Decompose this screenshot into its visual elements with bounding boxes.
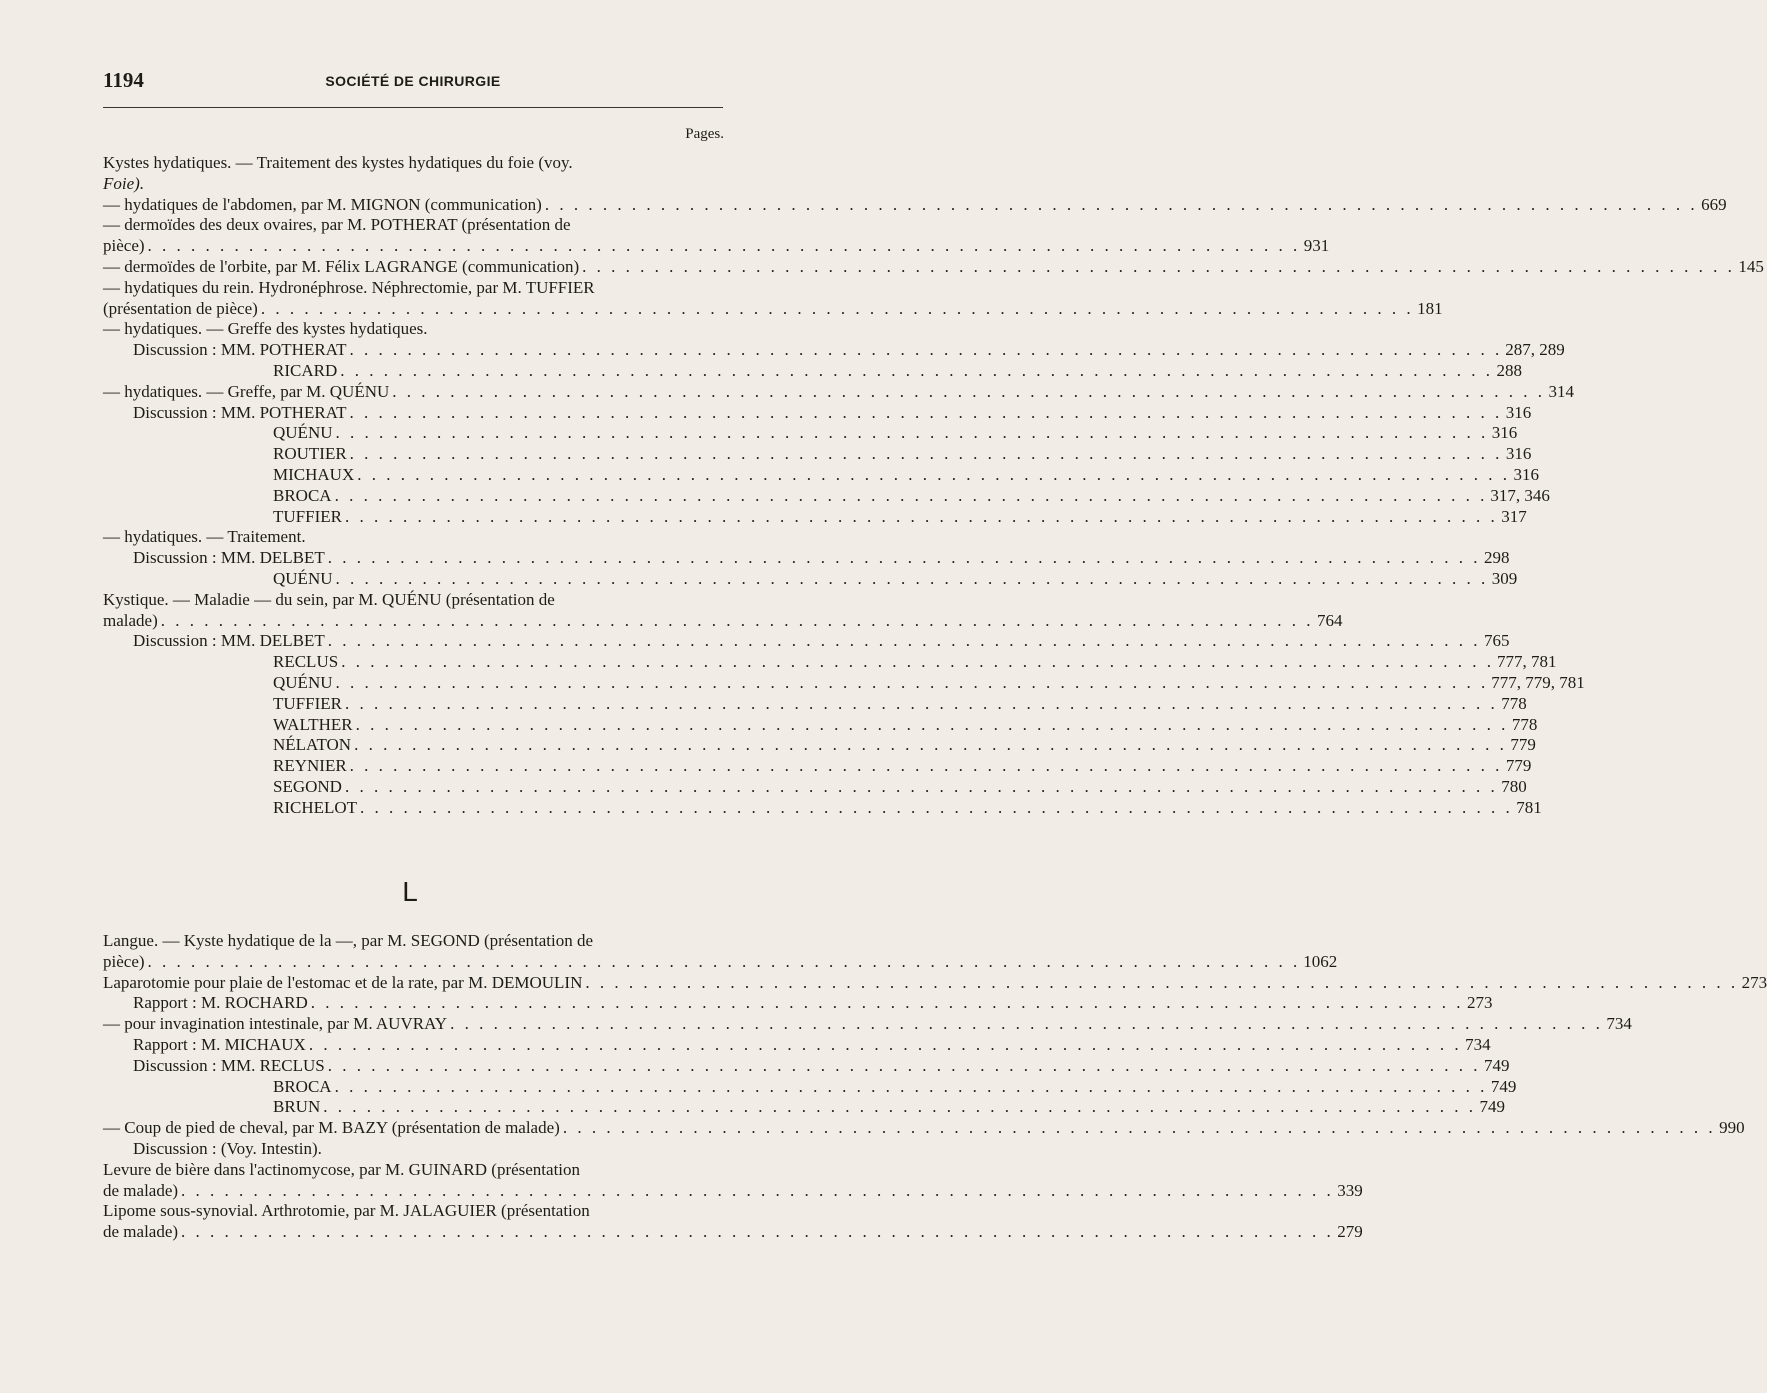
index-entry	[103, 931, 723, 952]
entry-text: — dermoïdes de l'orbite, par M. Félix LAGRANGE (communication)	[103, 256, 580, 276]
entry-text: BRUN	[273, 1097, 321, 1117]
entry-text: MICHAUX	[273, 464, 355, 484]
index-entry	[103, 776, 1527, 798]
entry-text: BROCA	[273, 485, 332, 505]
dot-leader: . . . . . . . . . . . . . . . . . . . . . . . . . . . . . . . . . . . . . . . . . . . . . . . . . . . . . . . . . . . . . . . . . . . . . . . . . . . . . . . .	[335, 423, 1489, 443]
dot-leader: . . . . . . . . . . . . . . . . . . . . . . . . . . . . . . . . . . . . . . . . . . . . . . . . . . . . . . . . . . . . . . . . . . . . . . . . . . . . . . . .	[349, 756, 1503, 776]
entry-page-number: 309	[1491, 568, 1518, 588]
entry-text: NÉLATON	[273, 735, 352, 755]
entry-text: Levure de bière dans l'actinomycose, par M. GUINARD (présentation	[103, 1159, 581, 1179]
entry-page-number: 316	[1513, 464, 1539, 484]
index-entry	[103, 360, 1522, 382]
index-entry	[103, 548, 1510, 569]
index-entry	[103, 951, 1338, 973]
entry-text: Discussion : (Voy. Intestin).	[133, 1138, 322, 1158]
index-entry	[103, 993, 1493, 1014]
entry-page-number: 749	[1484, 1055, 1510, 1075]
index-entry	[103, 1034, 1491, 1056]
index-entry	[103, 1201, 723, 1222]
entry-page-number: 316	[1491, 423, 1518, 443]
entry-page-number: 339	[1337, 1180, 1363, 1200]
index-entry	[103, 590, 723, 611]
index-entry	[103, 381, 1575, 403]
entry-page-number: 145	[1738, 256, 1764, 276]
index-entry	[103, 464, 1539, 486]
index-entry	[103, 506, 1527, 528]
entry-text: Discussion : MM. POTHERAT	[133, 340, 347, 360]
index-entry	[103, 298, 1443, 320]
index-entry	[103, 1180, 1363, 1202]
pages-column-header: Pages.	[685, 126, 724, 142]
dot-leader: . . . . . . . . . . . . . . . . . . . . . . . . . . . . . . . . . . . . . . . . . . . . . . . . . . . . . . . . . . . . . . . . . . . . . . . . . . . . . . . .	[360, 797, 1513, 817]
index-entry	[103, 485, 1550, 507]
entry-page-number: 749	[1490, 1076, 1517, 1096]
entry-page-number: 288	[1496, 360, 1522, 380]
dot-leader: . . . . . . . . . . . . . . . . . . . . . . . . . . . . . . . . . . . . . . . . . . . . . . . . . . . . . . . . . . . . . . . . . . . . . . . . . . . . . . . .	[544, 194, 1698, 214]
index-entry	[103, 1118, 1745, 1139]
index-entry	[103, 693, 1527, 715]
entry-text: REYNIER	[273, 756, 347, 776]
index-entry	[103, 527, 723, 548]
index-entry	[103, 278, 723, 299]
entry-page-number: 781	[1516, 797, 1542, 817]
running-header	[103, 68, 723, 98]
entry-text: de malade)	[103, 1180, 179, 1200]
index-section-l	[103, 931, 1767, 1243]
entry-text: QUÉNU	[273, 568, 333, 588]
dot-leader: . . . . . . . . . . . . . . . . . . . . . . . . . . . . . . . . . . . . . . . . . . . . . . . . . . . . . . . . . . . . . . . . . . . . . . . . . . . . . . . .	[582, 256, 1735, 276]
entry-text: pièce)	[103, 236, 145, 256]
entry-text: Discussion : MM. DELBET	[133, 548, 325, 568]
dot-leader: . . . . . . . . . . . . . . . . . . . . . . . . . . . . . . . . . . . . . . . . . . . . . . . . . . . . . . . . . . . . . . . . . . . . . . . . . . . . . . . .	[392, 381, 1546, 401]
entry-page-number: 669	[1701, 194, 1727, 214]
entry-page-number: 298	[1483, 548, 1510, 568]
entry-text: — hydatiques. — Traitement.	[103, 527, 306, 547]
index-entry	[103, 340, 1565, 361]
index-entry	[103, 735, 1536, 756]
entry-page-number: 990	[1719, 1118, 1745, 1138]
entry-text: Langue. — Kyste hydatique de la —, par M. SEGOND (présentation de	[103, 931, 594, 950]
index-entry	[103, 1222, 1363, 1243]
dot-leader: . . . . . . . . . . . . . . . . . . . . . . . . . . . . . . . . . . . . . . . . . . . . . . . . . . . . . . . . . . . . . . . . . . . . . . . . . . . . . . . .	[327, 548, 1481, 568]
index-entry	[103, 672, 1585, 694]
entry-text: — hydatiques. — Greffe, par M. QUÉNU	[103, 381, 390, 401]
dot-leader: . . . . . . . . . . . . . . . . . . . . . . . . . . . . . . . . . . . . . . . . . . . . . . . . . . . . . . . . . . . . . . . . . . . . . . . . . . . . . . . .	[349, 402, 1503, 422]
index-entry	[103, 1139, 723, 1160]
dot-leader: . . . . . . . . . . . . . . . . . . . . . . . . . . . . . . . . . . . . . . . . . . . . . . . . . . . . . . . . . . . . . . . . . . . . . . . . . . . . . . . .	[562, 1118, 1716, 1138]
entry-page-number: 778	[1501, 693, 1527, 713]
dot-leader: . . . . . . . . . . . . . . . . . . . . . . . . . . . . . . . . . . . . . . . . . . . . . . . . . . . . . . . . . . . . . . . . . . . . . . . . . . . . . . . .	[355, 714, 1509, 734]
dot-leader: . . . . . . . . . . . . . . . . . . . . . . . . . . . . . . . . . . . . . . . . . . . . . . . . . . . . . . . . . . . . . . . . . . . . . . . . . . . . . . . .	[147, 236, 1301, 256]
entry-text: — pour invagination intestinale, par M. AUVRAY	[103, 1014, 448, 1034]
entry-page-number: 273	[1466, 993, 1493, 1013]
dot-leader: . . . . . . . . . . . . . . . . . . . . . . . . . . . . . . . . . . . . . . . . . . . . . . . . . . . . . . . . . . . . . . . . . . . . . . . . . . . . . . . .	[323, 1097, 1476, 1117]
index-entry	[103, 1014, 1632, 1035]
dot-leader: . . . . . . . . . . . . . . . . . . . . . . . . . . . . . . . . . . . . . . . . . . . . . . . . . . . . . . . . . . . . . . . . . . . . . . . . . . . . . . . .	[308, 1034, 1462, 1054]
dot-leader: . . . . . . . . . . . . . . . . . . . . . . . . . . . . . . . . . . . . . . . . . . . . . . . . . . . . . . . . . . . . . . . . . . . . . . . . . . . . . . . .	[585, 972, 1739, 992]
entry-text: Laparotomie pour plaie de l'estomac et de la rate, par M. DEMOULIN	[103, 972, 583, 992]
entry-text: Lipome sous-synovial. Arthrotomie, par M. JALAGUIER (présentation	[103, 1201, 590, 1221]
index-entry	[103, 194, 1727, 216]
entry-text: de malade)	[103, 1222, 179, 1242]
dot-leader: . . . . . . . . . . . . . . . . . . . . . . . . . . . . . . . . . . . . . . . . . . . . . . . . . . . . . . . . . . . . . . . . . . . . . . . . . . . . . . . .	[357, 464, 1510, 484]
dot-leader: . . . . . . . . . . . . . . . . . . . . . . . . . . . . . . . . . . . . . . . . . . . . . . . . . . . . . . . . . . . . . . . . . . . . . . . . . . . . . . . .	[344, 506, 1498, 526]
entry-page-number: 317	[1501, 506, 1527, 526]
dot-leader: . . . . . . . . . . . . . . . . . . . . . . . . . . . . . . . . . . . . . . . . . . . . . . . . . . . . . . . . . . . . . . . . . . . . . . . . . . . . . . . .	[349, 444, 1503, 464]
page-number: 1194	[103, 68, 144, 92]
entry-text: SEGOND	[273, 776, 342, 796]
entry-text: TUFFIER	[273, 693, 342, 713]
entry-page-number: 764	[1317, 610, 1343, 630]
dot-leader: . . . . . . . . . . . . . . . . . . . . . . . . . . . . . . . . . . . . . . . . . . . . . . . . . . . . . . . . . . . . . . . . . . . . . . . . . . . . . . . .	[334, 1076, 1488, 1096]
entry-text: Kystes hydatiques. — Traitement des kystes hydatiques du foie (voy.	[103, 153, 573, 172]
index-entry	[103, 797, 1542, 819]
dot-leader: . . . . . . . . . . . . . . . . . . . . . . . . . . . . . . . . . . . . . . . . . . . . . . . . . . . . . . . . . . . . . . . . . . . . . . . . . . . . . . . .	[334, 485, 1488, 505]
entry-page-number: 778	[1511, 714, 1538, 734]
entry-text: Discussion : MM. RECLUS	[133, 1055, 325, 1075]
dot-leader: . . . . . . . . . . . . . . . . . . . . . . . . . . . . . . . . . . . . . . . . . . . . . . . . . . . . . . . . . . . . . . . . . . . . . . . . . . . . . . . .	[450, 1014, 1603, 1034]
entry-page-number: 749	[1479, 1097, 1505, 1117]
index-entry	[103, 631, 1510, 652]
entry-page-number: 316	[1505, 444, 1532, 464]
index-entry	[103, 1076, 1517, 1098]
index-entry	[103, 402, 1532, 424]
entry-text: ROUTIER	[273, 444, 347, 464]
index-entry	[103, 714, 1538, 736]
entry-text: Rapport : M. ROCHARD	[133, 993, 308, 1013]
entry-page-number: 777, 779, 781	[1491, 672, 1585, 692]
index-entry	[103, 174, 723, 195]
dot-leader: . . . . . . . . . . . . . . . . . . . . . . . . . . . . . . . . . . . . . . . . . . . . . . . . . . . . . . . . . . . . . . . . . . . . . . . . . . . . . . . .	[181, 1180, 1334, 1200]
entry-page-number: 779	[1505, 756, 1532, 776]
index-entry	[103, 319, 723, 340]
entry-text: Discussion : MM. POTHERAT	[133, 402, 347, 422]
dot-leader: . . . . . . . . . . . . . . . . . . . . . . . . . . . . . . . . . . . . . . . . . . . . . . . . . . . . . . . . . . . . . . . . . . . . . . . . . . . . . . . .	[344, 776, 1498, 796]
running-title: SOCIÉTÉ DE CHIRURGIE	[325, 73, 501, 89]
entry-page-number: 316	[1505, 402, 1532, 422]
dot-leader: . . . . . . . . . . . . . . . . . . . . . . . . . . . . . . . . . . . . . . . . . . . . . . . . . . . . . . . . . . . . . . . . . . . . . . . . . . . . . . . .	[335, 672, 1489, 692]
index-entry	[103, 972, 1767, 994]
entry-text: Discussion : MM. DELBET	[133, 631, 325, 651]
entry-page-number: 273	[1741, 972, 1767, 992]
index-entry	[103, 1097, 1505, 1118]
entry-page-number: 287, 289	[1505, 340, 1565, 360]
dot-leader: . . . . . . . . . . . . . . . . . . . . . . . . . . . . . . . . . . . . . . . . . . . . . . . . . . . . . . . . . . . . . . . . . . . . . . . . . . . . . . . .	[349, 340, 1503, 360]
entry-page-number: 780	[1501, 776, 1527, 796]
entry-page-number: 734	[1465, 1034, 1491, 1054]
index-entry	[103, 423, 1518, 444]
entry-page-number: 765	[1483, 631, 1510, 651]
entry-page-number: 317, 346	[1490, 485, 1550, 505]
entry-page-number: 777, 781	[1496, 652, 1557, 672]
entry-page-number: 931	[1303, 236, 1330, 256]
index-entry	[103, 1160, 723, 1181]
dot-leader: . . . . . . . . . . . . . . . . . . . . . . . . . . . . . . . . . . . . . . . . . . . . . . . . . . . . . . . . . . . . . . . . . . . . . . . . . . . . . . . .	[147, 951, 1301, 971]
entry-text: pièce)	[103, 951, 145, 971]
index-entry	[103, 256, 1764, 278]
entry-text: QUÉNU	[273, 672, 333, 692]
dot-leader: . . . . . . . . . . . . . . . . . . . . . . . . . . . . . . . . . . . . . . . . . . . . . . . . . . . . . . . . . . . . . . . . . . . . . . . . . . . . . . . .	[327, 1055, 1481, 1075]
dot-leader: . . . . . . . . . . . . . . . . . . . . . . . . . . . . . . . . . . . . . . . . . . . . . . . . . . . . . . . . . . . . . . . . . . . . . . . . . . . . . . . .	[335, 568, 1489, 588]
entry-text: — dermoïdes des deux ovaires, par M. POTHERAT (présentation de	[103, 215, 571, 235]
index-entry	[103, 153, 723, 174]
dot-leader: . . . . . . . . . . . . . . . . . . . . . . . . . . . . . . . . . . . . . . . . . . . . . . . . . . . . . . . . . . . . . . . . . . . . . . . . . . . . . . . .	[327, 631, 1481, 651]
dot-leader: . . . . . . . . . . . . . . . . . . . . . . . . . . . . . . . . . . . . . . . . . . . . . . . . . . . . . . . . . . . . . . . . . . . . . . . . . . . . . . . .	[341, 652, 1494, 672]
dot-leader: . . . . . . . . . . . . . . . . . . . . . . . . . . . . . . . . . . . . . . . . . . . . . . . . . . . . . . . . . . . . . . . . . . . . . . . . . . . . . . . .	[354, 735, 1507, 755]
entry-text: BROCA	[273, 1076, 332, 1096]
entry-text: RECLUS	[273, 652, 339, 672]
entry-page-number: 734	[1606, 1014, 1632, 1034]
index-entry	[103, 215, 723, 236]
entry-text: — hydatiques de l'abdomen, par M. MIGNON (communication)	[103, 194, 542, 214]
dot-leader: . . . . . . . . . . . . . . . . . . . . . . . . . . . . . . . . . . . . . . . . . . . . . . . . . . . . . . . . . . . . . . . . . . . . . . . . . . . . . . . .	[260, 298, 1414, 318]
entry-text: — hydatiques du rein. Hydronéphrose. Néphrectomie, par M. TUFFIER	[103, 277, 595, 297]
index-entry	[103, 568, 1518, 590]
dot-leader: . . . . . . . . . . . . . . . . . . . . . . . . . . . . . . . . . . . . . . . . . . . . . . . . . . . . . . . . . . . . . . . . . . . . . . . . . . . . . . . .	[181, 1222, 1334, 1242]
entry-text: WALTHER	[273, 714, 353, 734]
dot-leader: . . . . . . . . . . . . . . . . . . . . . . . . . . . . . . . . . . . . . . . . . . . . . . . . . . . . . . . . . . . . . . . . . . . . . . . . . . . . . . . .	[310, 993, 1464, 1013]
index-entry	[103, 756, 1532, 777]
entry-text: RICHELOT	[273, 797, 358, 817]
entry-text: (présentation de pièce)	[103, 298, 258, 318]
index-entry	[103, 444, 1532, 465]
section-letter: L	[402, 876, 418, 907]
entry-page-number: 1062	[1303, 951, 1338, 971]
entry-text: Rapport : M. MICHAUX	[133, 1034, 306, 1054]
entry-text: malade)	[103, 610, 158, 630]
dot-leader: . . . . . . . . . . . . . . . . . . . . . . . . . . . . . . . . . . . . . . . . . . . . . . . . . . . . . . . . . . . . . . . . . . . . . . . . . . . . . . . .	[344, 693, 1498, 713]
entry-text: TUFFIER	[273, 506, 342, 526]
entry-text: Kystique. — Maladie — du sein, par M. QUÉNU (présentation de	[103, 589, 555, 609]
index-entry	[103, 1055, 1510, 1077]
header-rule	[103, 107, 723, 108]
entry-text: — Coup de pied de cheval, par M. BAZY (présentation de malade)	[103, 1118, 560, 1138]
dot-leader: . . . . . . . . . . . . . . . . . . . . . . . . . . . . . . . . . . . . . . . . . . . . . . . . . . . . . . . . . . . . . . . . . . . . . . . . . . . . . . . .	[160, 610, 1314, 630]
entry-text: — hydatiques. — Greffe des kystes hydatiques.	[103, 319, 428, 339]
dot-leader: . . . . . . . . . . . . . . . . . . . . . . . . . . . . . . . . . . . . . . . . . . . . . . . . . . . . . . . . . . . . . . . . . . . . . . . . . . . . . . . .	[340, 360, 1493, 380]
index-entry	[103, 236, 1330, 257]
index-section-k	[103, 153, 1764, 819]
entry-page-number: 181	[1417, 298, 1443, 318]
entry-page-number: 279	[1337, 1222, 1363, 1242]
entry-text: Foie).	[103, 173, 145, 193]
entry-text: QUÉNU	[273, 423, 333, 443]
entry-text: RICARD	[273, 360, 338, 380]
entry-page-number: 779	[1510, 735, 1536, 755]
entry-page-number: 314	[1548, 381, 1575, 401]
index-entry	[103, 610, 1343, 632]
index-entry	[103, 652, 1557, 673]
